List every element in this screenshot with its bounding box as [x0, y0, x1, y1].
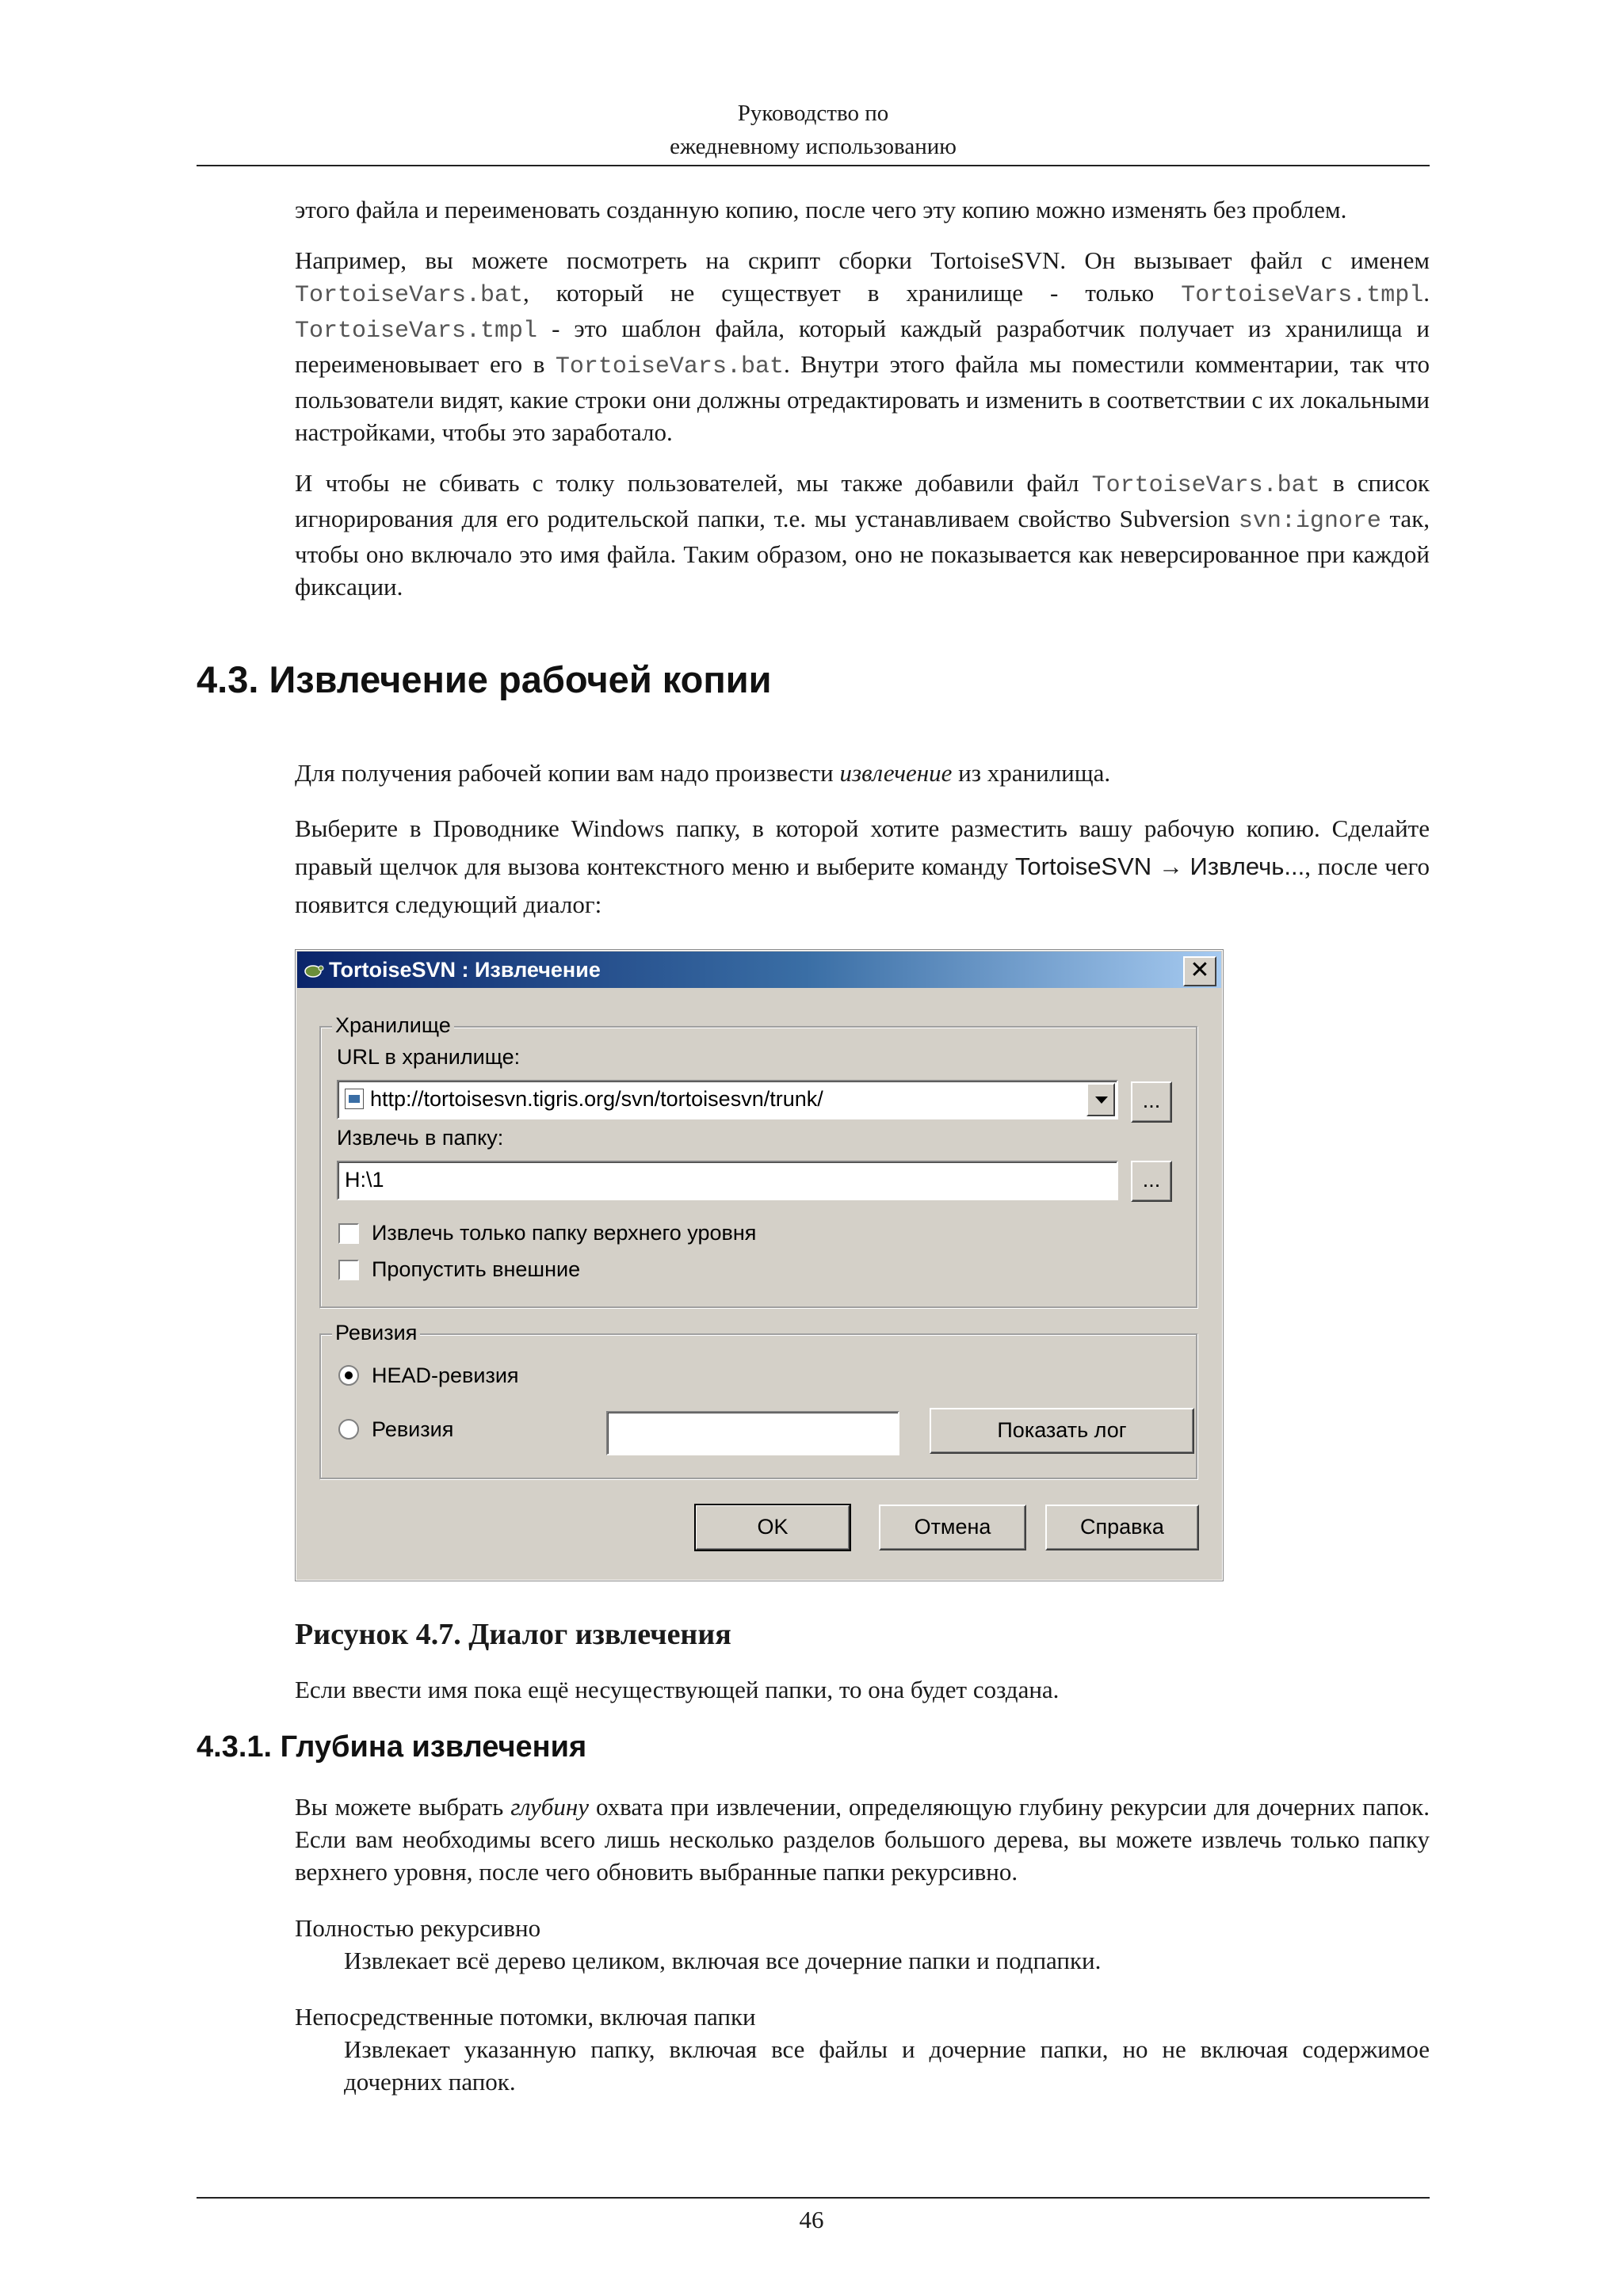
- page-number: 46: [799, 2206, 824, 2233]
- paragraph: Вы можете выбрать глубину охвата при извлечении, определяющую глубину рекурсии для дочерних папок. Если вам необходимы всего лишь несколько разделов большого дерева, вы можете извлечь только папку верхнего уровня, после чего обновить выбранные папки рекурсивно.: [295, 1793, 1430, 1886]
- header-line-1: Руководство по: [737, 101, 889, 126]
- close-icon: ✕: [1190, 957, 1210, 983]
- paragraph: Для получения рабочей копии вам надо произвести извлечение из хранилища.: [295, 759, 1111, 787]
- subsection-heading: 4.3.1. Глубина извлечения: [197, 1730, 587, 1764]
- paragraph: Выберите в Проводнике Windows папку, в которой хотите разместить вашу рабочую копию. Сделайте правый щелчок для вызова контекстного меню и выберите команду TortoiseSVN → Извлечь..., после чего появится следующий диалог:: [295, 814, 1430, 918]
- chevron-down-icon[interactable]: [1086, 1083, 1115, 1116]
- term: Полностью рекурсивно: [295, 1914, 541, 1942]
- checkout-dir-input[interactable]: [337, 1161, 1118, 1200]
- checkout-dialog: [295, 949, 1224, 1581]
- term: Непосредственные потомки, включая папки: [295, 2003, 756, 2031]
- omit-externals-label: Пропустить внешние: [372, 1257, 581, 1281]
- browse-url-button[interactable]: ...: [1131, 1081, 1172, 1123]
- code-filename: TortoiseVars.bat: [295, 282, 524, 309]
- repository-group-label: Хранилище: [332, 1013, 454, 1037]
- url-combobox[interactable]: [337, 1080, 1118, 1119]
- revision-input[interactable]: [606, 1411, 899, 1455]
- depth-definition-list: [295, 1912, 1430, 2098]
- browse-dir-button[interactable]: ...: [1131, 1161, 1172, 1202]
- repository-group: [319, 1013, 1197, 1308]
- figure-caption: Рисунок 4.7. Диалог извлечения: [295, 1618, 731, 1651]
- tortoise-app-icon: [302, 959, 324, 981]
- code-filename: TortoiseVars.tmpl: [1181, 282, 1424, 309]
- head-revision-label: HEAD-ревизия: [372, 1363, 519, 1387]
- after-figure-text: [295, 1673, 1430, 1706]
- menu-path-tortoisesvn: TortoiseSVN: [1014, 852, 1152, 880]
- code-filename: TortoiseVars.tmpl: [295, 318, 538, 345]
- url-label: URL в хранилище:: [337, 1045, 521, 1069]
- paragraph: Если ввести имя пока ещё несуществующей папки, то она будет создана.: [295, 1676, 1060, 1703]
- menu-path-checkout: Извлечь...: [1190, 852, 1305, 880]
- term-description: Извлекает всё дерево целиком, включая все дочерние папки и подпапки.: [344, 1947, 1102, 1974]
- intro-text: [295, 193, 1430, 603]
- subsection-text: [295, 1791, 1430, 2098]
- show-log-button[interactable]: Показать лог: [930, 1408, 1194, 1454]
- running-header: [197, 97, 1430, 166]
- dialog-title: TortoiseSVN : Извлечение: [329, 958, 601, 982]
- revision-group-label: Ревизия: [332, 1321, 420, 1344]
- paragraph: этого файла и переименовать созданную копию, после чего эту копию можно изменять без проблем.: [295, 196, 1347, 223]
- ok-button[interactable]: OK: [695, 1505, 850, 1550]
- url-value: http://tortoisesvn.tigris.org/svn/tortoisesvn/trunk/: [370, 1087, 823, 1111]
- close-button[interactable]: [1183, 956, 1216, 986]
- top-only-checkbox[interactable]: [338, 1223, 359, 1244]
- revision-label: Ревизия: [372, 1417, 454, 1441]
- code-property: svn:ignore: [1238, 508, 1381, 535]
- revision-radio[interactable]: [338, 1419, 359, 1440]
- revision-group: [319, 1321, 1197, 1479]
- url-icon: [345, 1089, 364, 1109]
- section-text: [295, 757, 1430, 924]
- paragraph: Например, вы можете посмотреть на скрипт сборки TortoiseSVN. Он вызывает файл с именем TortoiseVars.bat, который не существует в хранилище - только TortoiseVars.tmpl. TortoiseVars.tmpl - это шаблон файла, который каждый разработчик получает из хранилища и переименовывает его в TortoiseVars.bat. Внутри этого файла мы поместили комментарии, так что пользователи видят, какие строки они должны отредактировать и изменить в соответствии с их локальными настройками, чтобы это заработало.: [295, 246, 1430, 446]
- term-description: Извлекает указанную папку, включая все файлы и дочерние папки, но не включая содержимое дочерних папок.: [344, 2035, 1430, 2096]
- paragraph: И чтобы не сбивать с толку пользователей, мы также добавили файл TortoiseVars.bat в список игнорирования для его родительской папки, т.е. мы устанавливаем свойство Subversion svn:ignore так, чтобы оно включало это имя файла. Таким образом, оно не показывается как неверсированное при каждой фиксации.: [295, 469, 1430, 601]
- dir-value: H:\1: [345, 1168, 384, 1192]
- code-filename: TortoiseVars.bat: [555, 353, 784, 380]
- help-button[interactable]: Справка: [1045, 1505, 1199, 1550]
- cancel-button[interactable]: Отмена: [879, 1505, 1026, 1550]
- header-line-2: ежедневному использованию: [670, 134, 957, 159]
- code-filename: TortoiseVars.bat: [1091, 472, 1320, 499]
- head-revision-radio[interactable]: [338, 1365, 359, 1386]
- top-only-label: Извлечь только папку верхнего уровня: [372, 1221, 757, 1245]
- dir-label: Извлечь в папку:: [337, 1126, 504, 1150]
- footer-rule: [197, 2197, 1430, 2199]
- section-heading: 4.3. Извлечение рабочей копии: [197, 658, 772, 700]
- omit-externals-checkbox[interactable]: [338, 1260, 359, 1280]
- dialog-titlebar[interactable]: [297, 952, 1221, 988]
